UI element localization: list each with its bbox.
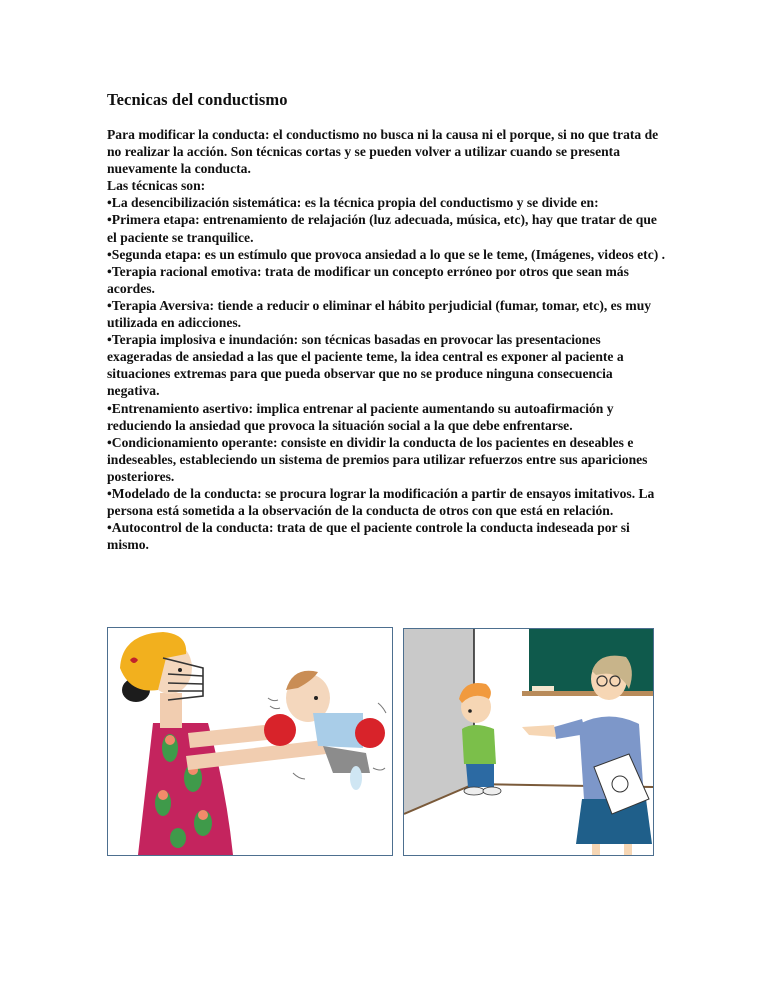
- document-title: Tecnicas del conductismo: [107, 90, 288, 109]
- paragraph-techniques-heading: Las técnicas son:: [107, 178, 206, 194]
- list-item-operant: •Condicionamiento operante: consiste en dividir la conducta de los pacientes en deseables e indeseables, estableciendo un sistema de premios para utilizar refuerzos entre sus apariciones posteriores.: [107, 434, 648, 484]
- document-body: [107, 126, 667, 553]
- list-item-assertive: •Entrenamiento asertivo: implica entrenar al paciente aumentando su autoafirmación y reduciendo la ansiedad que provoca la situación social a la que debe enfrentarse.: [107, 400, 614, 433]
- paragraph-intro: Para modificar la conducta: el conductismo no busca ni la causa ni el porque, si no que trata de no realizar la acción. Son técnicas cortas y se pueden volver a utilizar cuando se presenta nuevamente la conducta.: [107, 127, 659, 177]
- list-item-second-stage: •Segunda etapa: es un estímulo que provoca ansiedad a lo que se le teme, (Imágenes, videos etc) .: [107, 246, 666, 262]
- list-item-first-stage: •Primera etapa: entrenamiento de relajación (luz adecuada, música, etc), hay que tratar de que el paciente se tranquilice.: [107, 212, 657, 245]
- list-item-self-control: •Autocontrol de la conducta: trata de que el paciente controle la conducta indeseada por si mismo.: [107, 520, 630, 553]
- list-item-aversive: •Terapia Aversiva: tiende a reducir o eliminar el hábito perjudicial (fumar, tomar, etc), es muy utilizada en adicciones.: [107, 297, 652, 331]
- figure-teacher-corner-illustration: [403, 628, 654, 856]
- figure-helmet-mother-illustration: [107, 627, 393, 856]
- list-item-rational-emotive: •Terapia racional emotiva: trata de modificar un concepto erróneo por otros que sean más acordes.: [107, 263, 629, 296]
- list-item-desensitization: •La desencibilización sistemática: es la técnica propia del conductismo y se divide en:: [107, 195, 599, 211]
- list-item-modeling: •Modelado de la conducta: se procura lograr la modificación a partir de ensayos imitativos. La persona está sometida a la observación de la conducta de otros con que está en relación.: [107, 485, 655, 519]
- list-item-implosive: •Terapia implosiva e inundación: son técnicas basadas en provocar las presentaciones exageradas de ansiedad a las que el paciente teme, la idea central es exponer al paciente a situaciones extremas para que pueda observar que no se produce ninguna consecuencia negativa.: [107, 332, 624, 399]
- helmet-mother-illustration-icon: [108, 628, 392, 855]
- teacher-corner-illustration-icon: [404, 629, 653, 855]
